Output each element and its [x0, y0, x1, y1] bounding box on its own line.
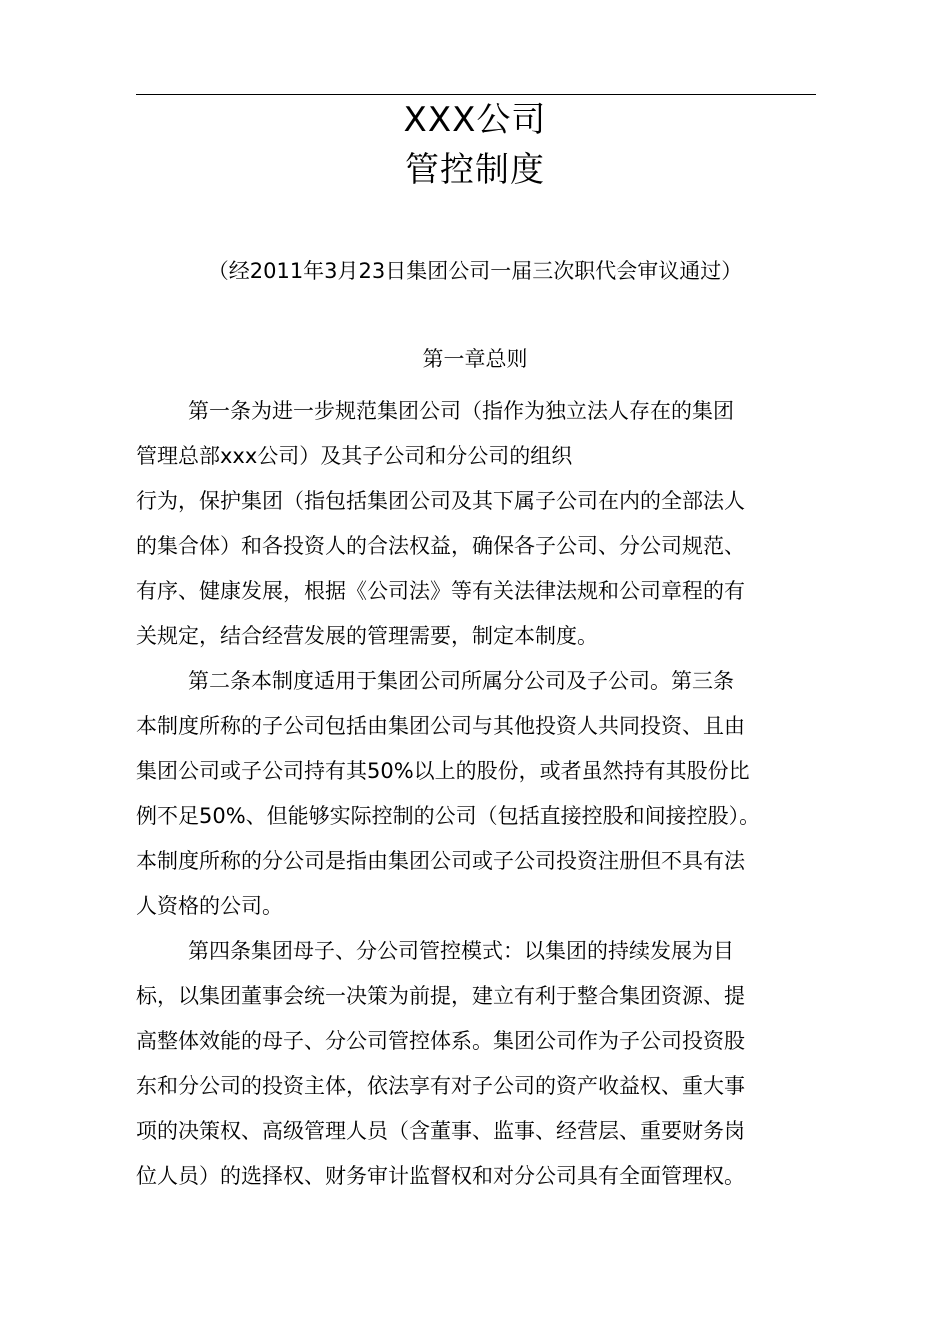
- body-line: 位人员）的选择权、财务审计监督权和对分公司具有全面管理权。: [136, 1164, 745, 1188]
- body-line: 本制度所称的子公司包括由集团公司与其他投资人共同投资、且由: [136, 714, 745, 738]
- body-line: 东和分公司的投资主体，依法享有对子公司的资产收益权、重大事: [136, 1074, 745, 1098]
- body-line: 管理总部xxx公司）及其子公司和分公司的组织: [136, 444, 573, 468]
- document-title: 管控制度: [405, 150, 545, 190]
- body-line: 人资格的公司。: [136, 894, 283, 918]
- body-line: 有序、健康发展，根据《公司法》等有关法律法规和公司章程的有: [136, 579, 745, 603]
- body-line: 第一条为进一步规范集团公司（指作为独立法人存在的集团: [188, 399, 734, 423]
- body-line: 标，以集团董事会统一决策为前提，建立有利于整合集团资源、提: [136, 984, 745, 1008]
- header-rule: [136, 94, 816, 95]
- body-line: 集团公司或子公司持有其50%以上的股份，或者虽然持有其股份比: [136, 759, 750, 783]
- body-line: 关规定，结合经营发展的管理需要，制定本制度。: [136, 624, 598, 648]
- body-line: 本制度所称的分公司是指由集团公司或子公司投资注册但不具有法: [136, 849, 745, 873]
- body-line: 例不足50%、但能够实际控制的公司（包括直接控股和间接控股）。: [136, 804, 761, 828]
- chapter-heading: 第一章总则: [422, 347, 528, 371]
- body-line: 第二条本制度适用于集团公司所属分公司及子公司。第三条: [188, 669, 734, 693]
- body-line: 行为，保护集团（指包括集团公司及其下属子公司在内的全部法人: [136, 489, 745, 513]
- body-line: 项的决策权、高级管理人员（含董事、监事、经营层、重要财务岗: [136, 1119, 745, 1143]
- body-line: 高整体效能的母子、分公司管控体系。集团公司作为子公司投资股: [136, 1029, 745, 1053]
- body-line: 的集合体）和各投资人的合法权益，确保各子公司、分公司规范、: [136, 534, 745, 558]
- approval-note: （经2011年3月23日集团公司一届三次职代会审议通过）: [207, 259, 743, 283]
- company-title: XXX公司: [403, 100, 547, 140]
- body-line: 第四条集团母子、分公司管控模式：以集团的持续发展为目: [188, 939, 734, 963]
